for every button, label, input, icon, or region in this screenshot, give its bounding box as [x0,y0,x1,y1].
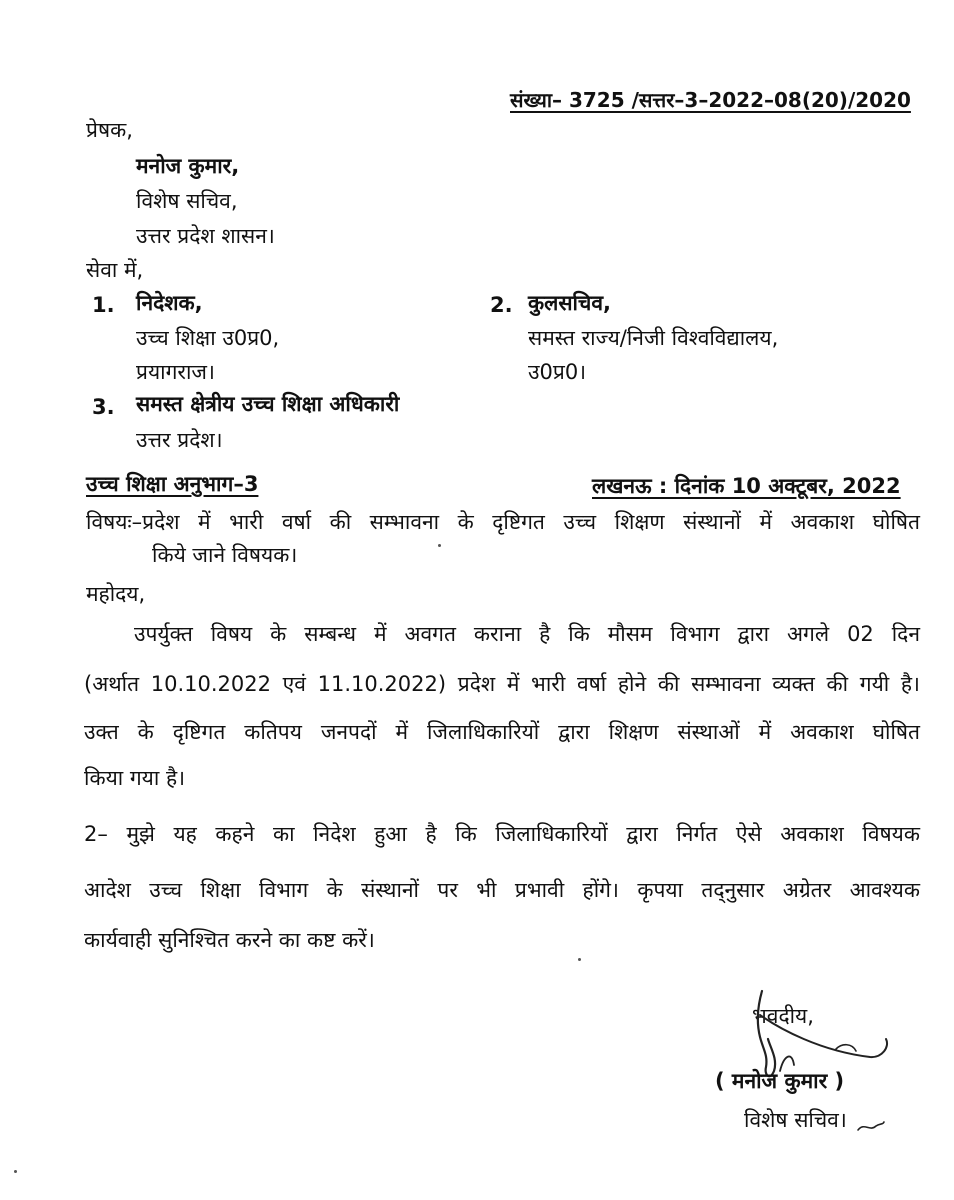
paragraph-line: उक्त के दृष्टिगत कतिपय जनपदों में जिलाधिकारियों द्वारा शिक्षण संस्थाओं में अवकाश घोषित [84,720,920,744]
place-date: लखनऊ : दिनांक 10 अक्टूबर, 2022 [592,474,901,498]
reference-number: संख्या– 3725 /सत्तर–3–2022–08(20)/2020 [510,88,911,112]
paragraph-line: उपर्युक्त विषय के सम्बन्ध में अवगत कराना है कि मौसम विभाग द्वारा अगले 02 दिन [134,622,920,646]
section-heading: उच्च शिक्षा अनुभाग–3 [86,472,259,496]
paragraph-line: 2– मुझे यह कहने का निदेश हुआ है कि जिलाधिकारियों द्वारा निर्गत ऐसे अवकाश विषयक [84,822,920,846]
recipient-line: उ0प्र0। [528,360,587,384]
paragraph-line: किया गया है। [84,766,186,790]
recipients-label: सेवा में, [86,258,144,282]
valediction: भवदीय, [752,1004,814,1028]
subject-line: विषयः–प्रदेश में भारी वर्षा की सम्भावना के दृष्टिगत उच्च शिक्षण संस्थानों में अवकाश घोषित [86,510,920,534]
recipient-line: उच्च शिक्षा उ0प्र0, [136,326,280,350]
signatory-name: ( मनोज कुमार ) [715,1069,845,1093]
stray-mark [14,1170,17,1173]
signatory-designation: विशेष सचिव। [744,1108,847,1132]
signature-flourish [856,1118,886,1134]
paragraph-line: (अर्थात 10.10.2022 एवं 11.10.2022) प्रदेश में भारी वर्षा होने की सम्भावना व्यक्त की गयी है। [84,672,920,696]
recipient-title: कुलसचिव, [528,291,611,315]
stray-mark [578,958,581,961]
sender-office: उत्तर प्रदेश शासन। [136,224,275,248]
sender-designation: विशेष सचिव, [136,189,238,213]
recipient-line: प्रयागराज। [136,360,215,384]
sender-name: मनोज कुमार, [136,154,240,178]
recipient-number: 2. [490,293,513,317]
stray-mark [438,544,441,547]
subject-line: किये जाने विषयक। [152,543,298,567]
recipient-title: निदेशक, [136,291,203,315]
paragraph-line: आदेश उच्च शिक्षा विभाग के संस्थानों पर भी प्रभावी होंगे। कृपया तद्नुसार अग्रेतर आवश्यक [84,878,920,902]
paragraph-line: कार्यवाही सुनिश्चित करने का कष्ट करें। [84,928,375,952]
recipient-title: समस्त क्षेत्रीय उच्च शिक्षा अधिकारी [136,392,400,416]
recipient-line: उत्तर प्रदेश। [136,428,223,452]
salutation: महोदय, [86,582,146,606]
recipient-number: 3. [92,395,115,419]
recipient-number: 1. [92,293,115,317]
sender-label: प्रेषक, [86,118,133,142]
recipient-line: समस्त राज्य/निजी विश्वविद्यालय, [528,326,779,350]
